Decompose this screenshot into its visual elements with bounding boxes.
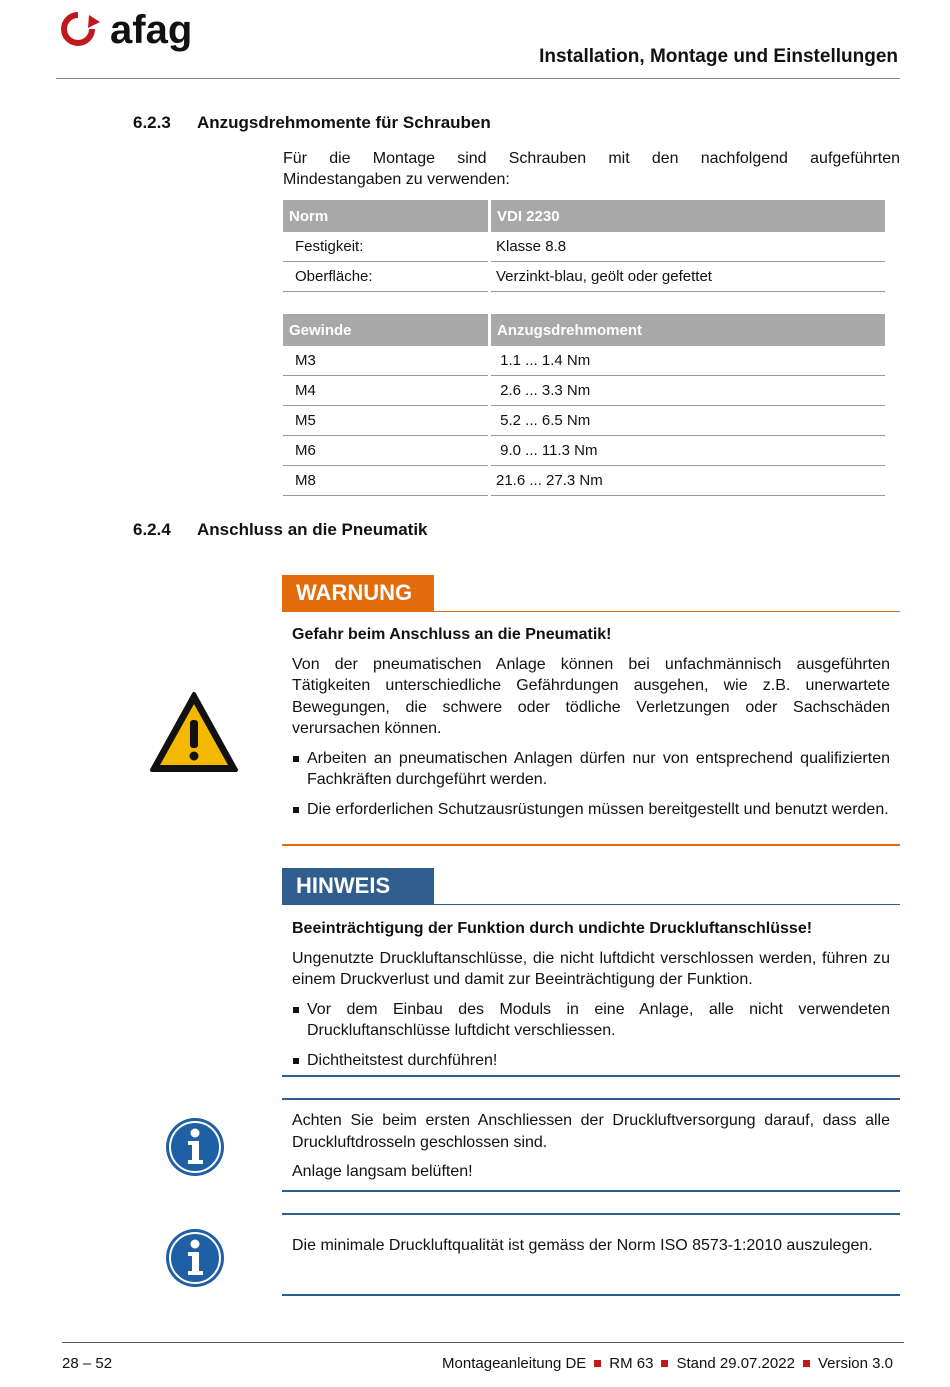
table-cell: Oberfläche: <box>283 262 490 292</box>
table-cell: 1.1 ... 1.4 Nm <box>490 346 886 376</box>
table-cell: M8 <box>283 466 490 496</box>
hinweis-heading: Beeinträchtigung der Funktion durch undichte Druckluftanschlüsse! <box>292 920 813 937</box>
info-text: Achten Sie beim ersten Anschliessen der Druckluftversorgung darauf, dass alle Druckluftdrosseln geschlossen sind. <box>292 1112 890 1151</box>
info-bottom-rule <box>282 1190 900 1192</box>
list-item-text: Die erforderlichen Schutzausrüstungen müssen bereitgestellt und benutzt werden. <box>307 800 889 818</box>
intro-line-1: Für die Montage sind Schrauben mit den nachfolgend aufgeführten <box>283 150 900 167</box>
table-row <box>283 232 885 262</box>
section-title: Anschluss an die Pneumatik <box>197 520 428 539</box>
table-cell: 21.6 ... 27.3 Nm <box>490 466 886 496</box>
table-cell: 9.0 ... 11.3 Nm <box>490 436 886 466</box>
bullet-icon <box>293 1007 299 1013</box>
logo-wordmark: afag <box>110 8 193 52</box>
list-item <box>292 748 890 791</box>
hinweis-text: Ungenutzte Druckluftanschlüsse, die nicht luftdicht verschlossen werden, führen zu einem Druckverlust und damit zur Beeinträchtigung der Funktion. <box>292 949 890 988</box>
info-top-rule <box>282 1213 900 1215</box>
separator-icon <box>594 1360 601 1367</box>
list-item <box>292 999 890 1042</box>
table-row <box>283 436 885 466</box>
section-number: 6.2.4 <box>133 520 171 539</box>
table-cell: M6 <box>283 436 490 466</box>
hinweis-bottom-rule <box>282 1075 900 1077</box>
list-item-text: Vor dem Einbau des Moduls in eine Anlage, alle nicht verwendeten Druckluftanschlüsse luftdicht verschliessen. <box>307 1000 890 1039</box>
table-row <box>283 466 885 496</box>
afag-logo <box>56 6 216 52</box>
table-header-row <box>283 314 885 346</box>
info-body <box>292 1235 890 1265</box>
hinweis-top-rule <box>282 904 900 905</box>
table-cell: M5 <box>283 406 490 436</box>
list-item <box>292 1050 890 1072</box>
header-divider <box>56 78 900 79</box>
warning-text: Von der pneumatischen Anlage können bei unfachmännisch ausgeführten Tätigkeiten unterschiedliche Gefährdungen ausgehen, wie z.B. unerwartete Bewegungen, die schwere oder tödliche Verletzungen oder Sachschäden verursachen können. <box>292 655 890 737</box>
warning-body <box>292 624 890 828</box>
info-body <box>292 1110 890 1191</box>
table-row <box>283 346 885 376</box>
info-icon <box>164 1227 226 1289</box>
table-header-cell: Gewinde <box>283 314 490 346</box>
table-cell: 5.2 ... 6.5 Nm <box>490 406 886 436</box>
footer-date: Stand 29.07.2022 <box>676 1355 795 1372</box>
table-cell: Festigkeit: <box>283 232 490 262</box>
table-cell: 2.6 ... 3.3 Nm <box>490 376 886 406</box>
table-header-cell: VDI 2230 <box>490 200 886 232</box>
info-bottom-rule <box>282 1294 900 1296</box>
footer-doc: Montageanleitung DE <box>442 1355 587 1372</box>
warning-triangle-icon <box>148 690 240 774</box>
torque-table <box>283 314 885 496</box>
footer-version: Version 3.0 <box>817 1355 893 1372</box>
bullet-icon <box>293 1058 299 1064</box>
info-top-rule <box>282 1098 900 1100</box>
hinweis-label: HINWEIS <box>282 868 434 904</box>
table-header-cell: Norm <box>283 200 490 232</box>
intro-line-2: Mindestangaben zu verwenden: <box>283 171 510 188</box>
hinweis-body <box>292 918 890 1079</box>
list-item <box>292 799 890 821</box>
warning-bottom-rule <box>282 844 900 846</box>
section-number: 6.2.3 <box>133 113 171 132</box>
warning-heading: Gefahr beim Anschluss an die Pneumatik! <box>292 626 612 643</box>
footer-product: RM 63 <box>609 1355 654 1372</box>
table-row <box>283 406 885 436</box>
list-item-text: Dichtheitstest durchführen! <box>307 1051 498 1069</box>
warning-top-rule <box>282 611 900 612</box>
table-row <box>283 262 885 292</box>
footer-meta <box>442 1355 893 1372</box>
page-number: 28 – 52 <box>62 1355 113 1372</box>
table-row <box>283 376 885 406</box>
footer-divider <box>62 1342 904 1343</box>
info-text: Anlage langsam belüften! <box>292 1163 473 1180</box>
table-cell: M4 <box>283 376 490 406</box>
separator-icon <box>803 1360 810 1367</box>
table-header-row <box>283 200 885 232</box>
table-cell: M3 <box>283 346 490 376</box>
table-cell: Klasse 8.8 <box>490 232 886 262</box>
norm-table <box>283 200 885 292</box>
info-text: Die minimale Druckluftqualität ist gemäss der Norm ISO 8573-1:2010 auszulegen. <box>292 1237 873 1254</box>
section-title: Anzugsdrehmomente für Schrauben <box>197 113 491 132</box>
list-item-text: Arbeiten an pneumatischen Anlagen dürfen nur von entsprechend qualifizierten Fachkräften durchgeführt werden. <box>307 749 890 788</box>
warning-label: WARNUNG <box>282 575 434 611</box>
separator-icon <box>661 1360 668 1367</box>
chapter-title: Installation, Montage und Einstellungen <box>539 46 898 67</box>
bullet-icon <box>293 807 299 813</box>
bullet-icon <box>293 756 299 762</box>
table-cell: Verzinkt-blau, geölt oder gefettet <box>490 262 886 292</box>
info-icon <box>164 1116 226 1178</box>
table-header-cell: Anzugsdrehmoment <box>490 314 886 346</box>
